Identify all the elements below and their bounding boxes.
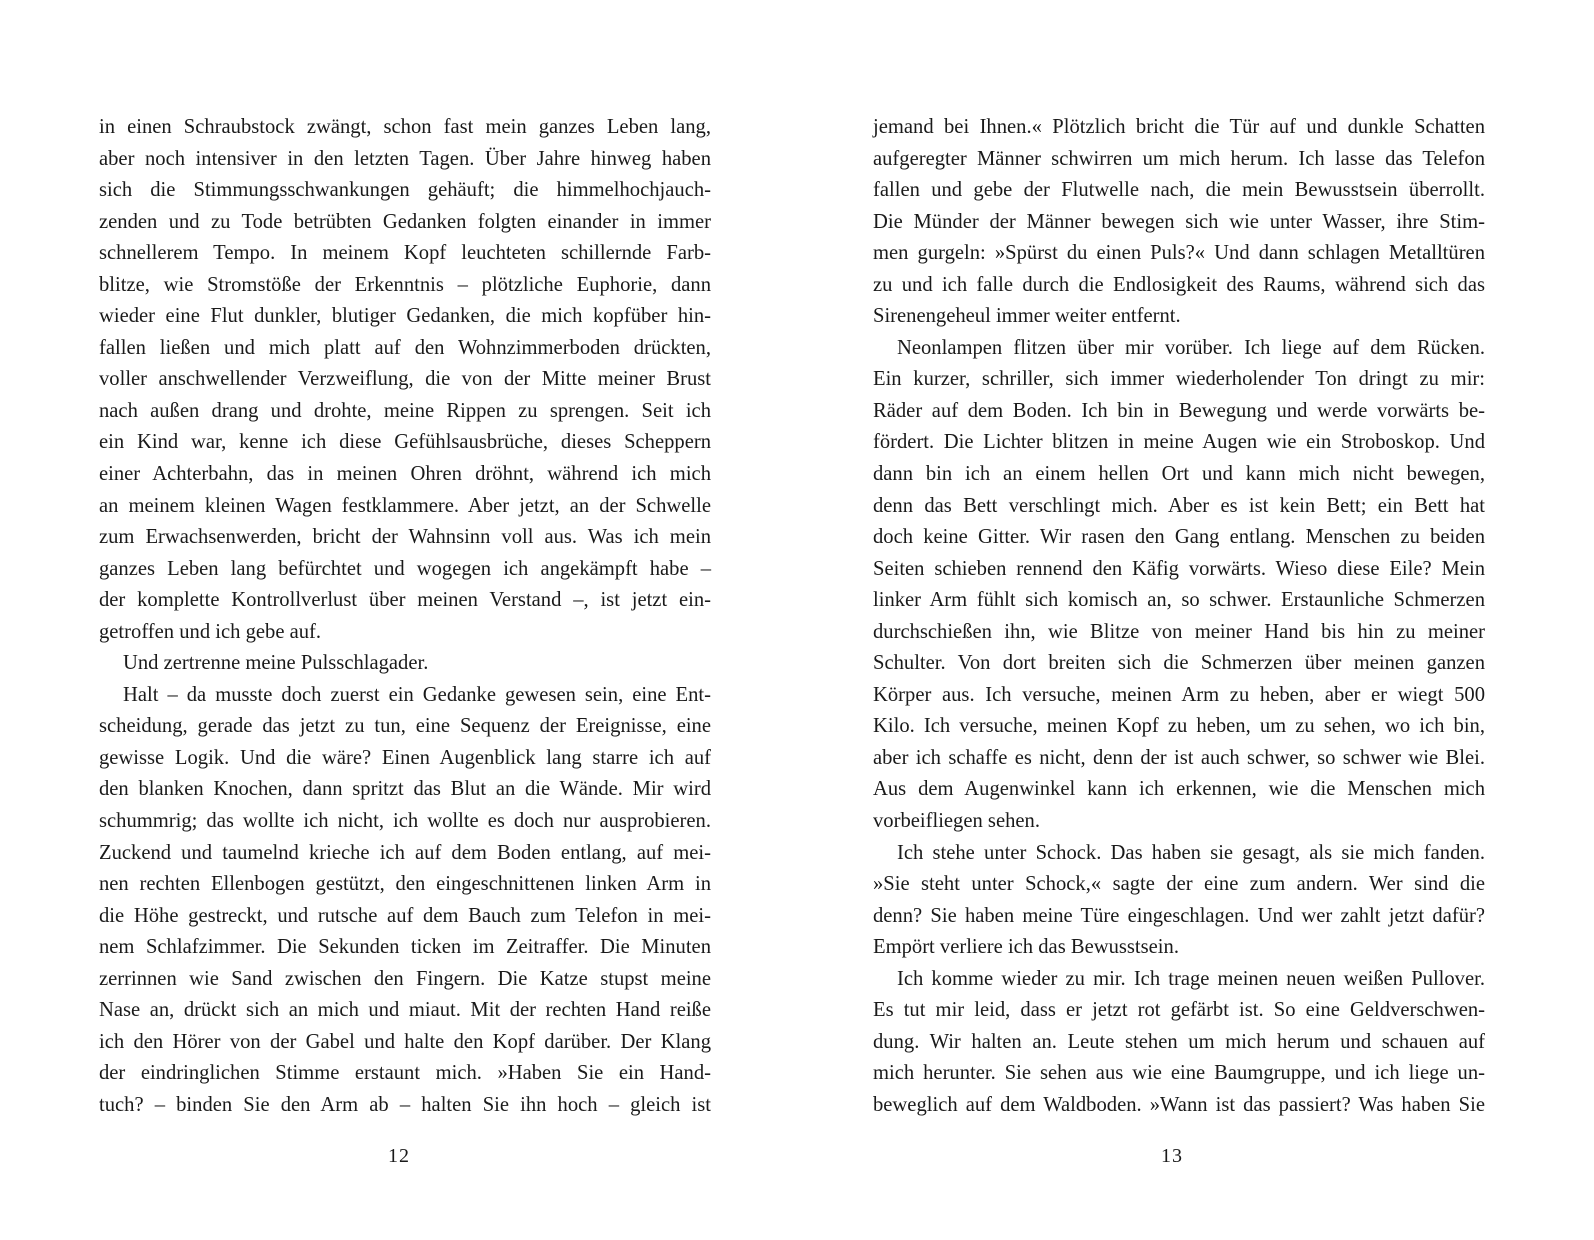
text-line: Seiten schieben rennend den Käfig vorwärts. Wieso diese Eile? Mein [873, 557, 1485, 580]
text-line: den blanken Knochen, dann spritzt das Blut an die Wände. Mir wird [99, 778, 711, 801]
text-line: beweglich auf dem Waldboden. »Wann ist das passiert? Was haben Sie [873, 1093, 1485, 1116]
text-line: jemand bei Ihnen.« Plötzlich bricht die Tür auf und dunkle Schatten [873, 116, 1485, 138]
text-line: zu und ich falle durch die Endlosigkeit des Raums, während sich das [873, 273, 1485, 296]
text-line: Ich komme wieder zu mir. Ich trage meinen neuen weißen Pullover. [897, 967, 1485, 990]
text-line: Die Münder der Männer bewegen sich wie unter Wasser, ihre Stim- [873, 210, 1485, 233]
text-line: die Höhe gestreckt, und rutsche auf dem Bauch zum Telefon in mei- [99, 904, 711, 927]
text-line: doch keine Gitter. Wir rasen den Gang entlang. Menschen zu beiden [873, 526, 1485, 549]
text-line: denn? Sie haben meine Türe eingeschlagen. Und wer zahlt jetzt dafür? [873, 904, 1485, 927]
text-line: linker Arm fühlt sich komisch an, so schwer. Erstaunliche Schmerzen [873, 589, 1485, 612]
text-line: schummrig; das wollte ich nicht, ich wollte es doch nur ausprobieren. [99, 810, 711, 833]
text-line: Räder auf dem Boden. Ich bin in Bewegung und werde vorwärts be- [873, 399, 1485, 422]
text-line: nach außen drang und drohte, meine Rippen zu sprengen. Seit ich [99, 399, 711, 422]
text-line: aber ich schaffe es nicht, denn der ist auch schwer, so schwer wie Blei. [873, 746, 1485, 769]
text-line: durchschießen ihn, wie Blitze von meiner Hand bis hin zu meiner [873, 620, 1485, 643]
text-line: Schulter. Von dort breiten sich die Schmerzen über meinen ganzen [873, 652, 1485, 675]
text-line: Kilo. Ich versuche, meinen Kopf zu heben, um zu sehen, wo ich bin, [873, 715, 1485, 738]
text-line: tuch? – binden Sie den Arm ab – halten Sie ihn hoch – gleich ist [99, 1093, 711, 1116]
text-line: Aus dem Augenwinkel kann ich erkennen, wie die Menschen mich [873, 778, 1485, 801]
text-line: zerrinnen wie Sand zwischen den Fingern. Die Katze stupst meine [99, 967, 711, 990]
text-line: nen rechten Ellenbogen gestützt, den eingeschnittenen linken Arm in [99, 873, 711, 896]
text-line: aber noch intensiver in den letzten Tagen. Über Jahre hinweg haben [99, 147, 711, 170]
page-number-left: 12 [388, 1145, 410, 1167]
text-line: sich die Stimmungsschwankungen gehäuft; die himmelhochjauch- [99, 179, 711, 202]
text-line: Ich stehe unter Schock. Das haben sie gesagt, als sie mich fanden. [897, 841, 1485, 864]
text-line: Und zertrenne meine Pulsschlagader. [123, 652, 429, 675]
text-line: ganzes Leben lang befürchtet und wogegen ich angekämpft habe – [99, 557, 711, 580]
text-line: getroffen und ich gebe auf. [99, 620, 322, 643]
text-line: Sirenengeheul immer weiter entfernt. [873, 305, 1181, 328]
text-line: zum Erwachsenwerden, bricht der Wahnsinn voll aus. Was ich mein [99, 526, 711, 549]
text-line: Nase an, drückt sich an mich und miaut. Mit der rechten Hand reiße [99, 999, 711, 1022]
text-line: Zuckend und taumelnd krieche ich auf dem Boden entlang, auf mei- [99, 841, 711, 864]
text-line: Empört verliere ich das Bewusstsein. [873, 936, 1179, 959]
text-line: denn das Bett verschlingt mich. Aber es ist kein Bett; ein Bett hat [873, 494, 1485, 517]
text-line: wieder eine Flut dunkler, blutiger Gedanken, die mich kopfüber hin- [99, 305, 711, 328]
text-line: der komplette Kontrollverlust über meinen Verstand –, ist jetzt ein- [99, 589, 711, 612]
text-line: an meinem kleinen Wagen festklammere. Aber jetzt, an der Schwelle [99, 494, 711, 517]
text-line: Ein kurzer, schriller, sich immer wiederholender Ton dringt zu mir: [873, 368, 1485, 391]
page-number-right: 13 [1161, 1145, 1183, 1167]
text-line: in einen Schraubstock zwängt, schon fast mein ganzes Leben lang, [99, 116, 711, 138]
text-line: nem Schlafzimmer. Die Sekunden ticken im Zeitraffer. Die Minuten [99, 936, 711, 959]
text-line: einer Achterbahn, das in meinen Ohren dröhnt, während ich mich [99, 463, 711, 486]
text-line: Körper aus. Ich versuche, meinen Arm zu heben, aber er wiegt 500 [873, 683, 1485, 706]
text-line: scheidung, gerade das jetzt zu tun, eine Sequenz der Ereignisse, eine [99, 715, 711, 738]
text-line: dung. Wir halten an. Leute stehen um mich herum und schauen auf [873, 1030, 1485, 1053]
text-line: men gurgeln: »Spürst du einen Puls?« Und dann schlagen Metalltüren [873, 242, 1485, 265]
right-page-text [873, 112, 1485, 1122]
text-line: schnellerem Tempo. In meinem Kopf leuchteten schillernde Farb- [99, 242, 711, 265]
text-line: fördert. Die Lichter blitzen in meine Augen wie ein Stroboskop. Und [873, 431, 1485, 454]
text-line: aufgeregter Männer schwirren um mich herum. Ich lasse das Telefon [873, 147, 1485, 170]
text-line: Es tut mir leid, dass er jetzt rot gefärbt ist. So eine Geldverschwen- [873, 999, 1485, 1022]
text-line: »Sie steht unter Schock,« sagte der eine zum andern. Wer sind die [873, 873, 1485, 896]
text-line: mich herunter. Sie sehen aus wie eine Baumgruppe, und ich liege un- [873, 1062, 1485, 1085]
text-line: zenden und zu Tode betrübten Gedanken folgten einander in immer [99, 210, 711, 233]
left-page-text [99, 112, 711, 1122]
text-line: gewisse Logik. Und die wäre? Einen Augenblick lang starre ich auf [99, 746, 711, 769]
text-line: fallen ließen und mich platt auf den Wohnzimmerboden drückten, [99, 336, 711, 359]
text-line: fallen und gebe der Flutwelle nach, die mein Bewusstsein überrollt. [873, 179, 1485, 202]
text-line: ein Kind war, kenne ich diese Gefühlsausbrüche, dieses Scheppern [99, 431, 711, 454]
text-line: dann bin ich an einem hellen Ort und kann mich nicht bewegen, [873, 463, 1485, 486]
text-line: Neonlampen flitzen über mir vorüber. Ich liege auf dem Rücken. [897, 336, 1485, 359]
text-line: voller anschwellender Verzweiflung, die von der Mitte meiner Brust [99, 368, 711, 391]
text-line: ich den Hörer von der Gabel und halte den Kopf darüber. Der Klang [99, 1030, 711, 1053]
text-line: Halt – da musste doch zuerst ein Gedanke gewesen sein, eine Ent- [123, 683, 711, 706]
text-line: vorbeifliegen sehen. [873, 810, 1040, 833]
text-line: blitze, wie Stromstöße der Erkenntnis – plötzliche Euphorie, dann [99, 273, 711, 296]
text-line: der eindringlichen Stimme erstaunt mich. »Haben Sie ein Hand- [99, 1062, 711, 1085]
